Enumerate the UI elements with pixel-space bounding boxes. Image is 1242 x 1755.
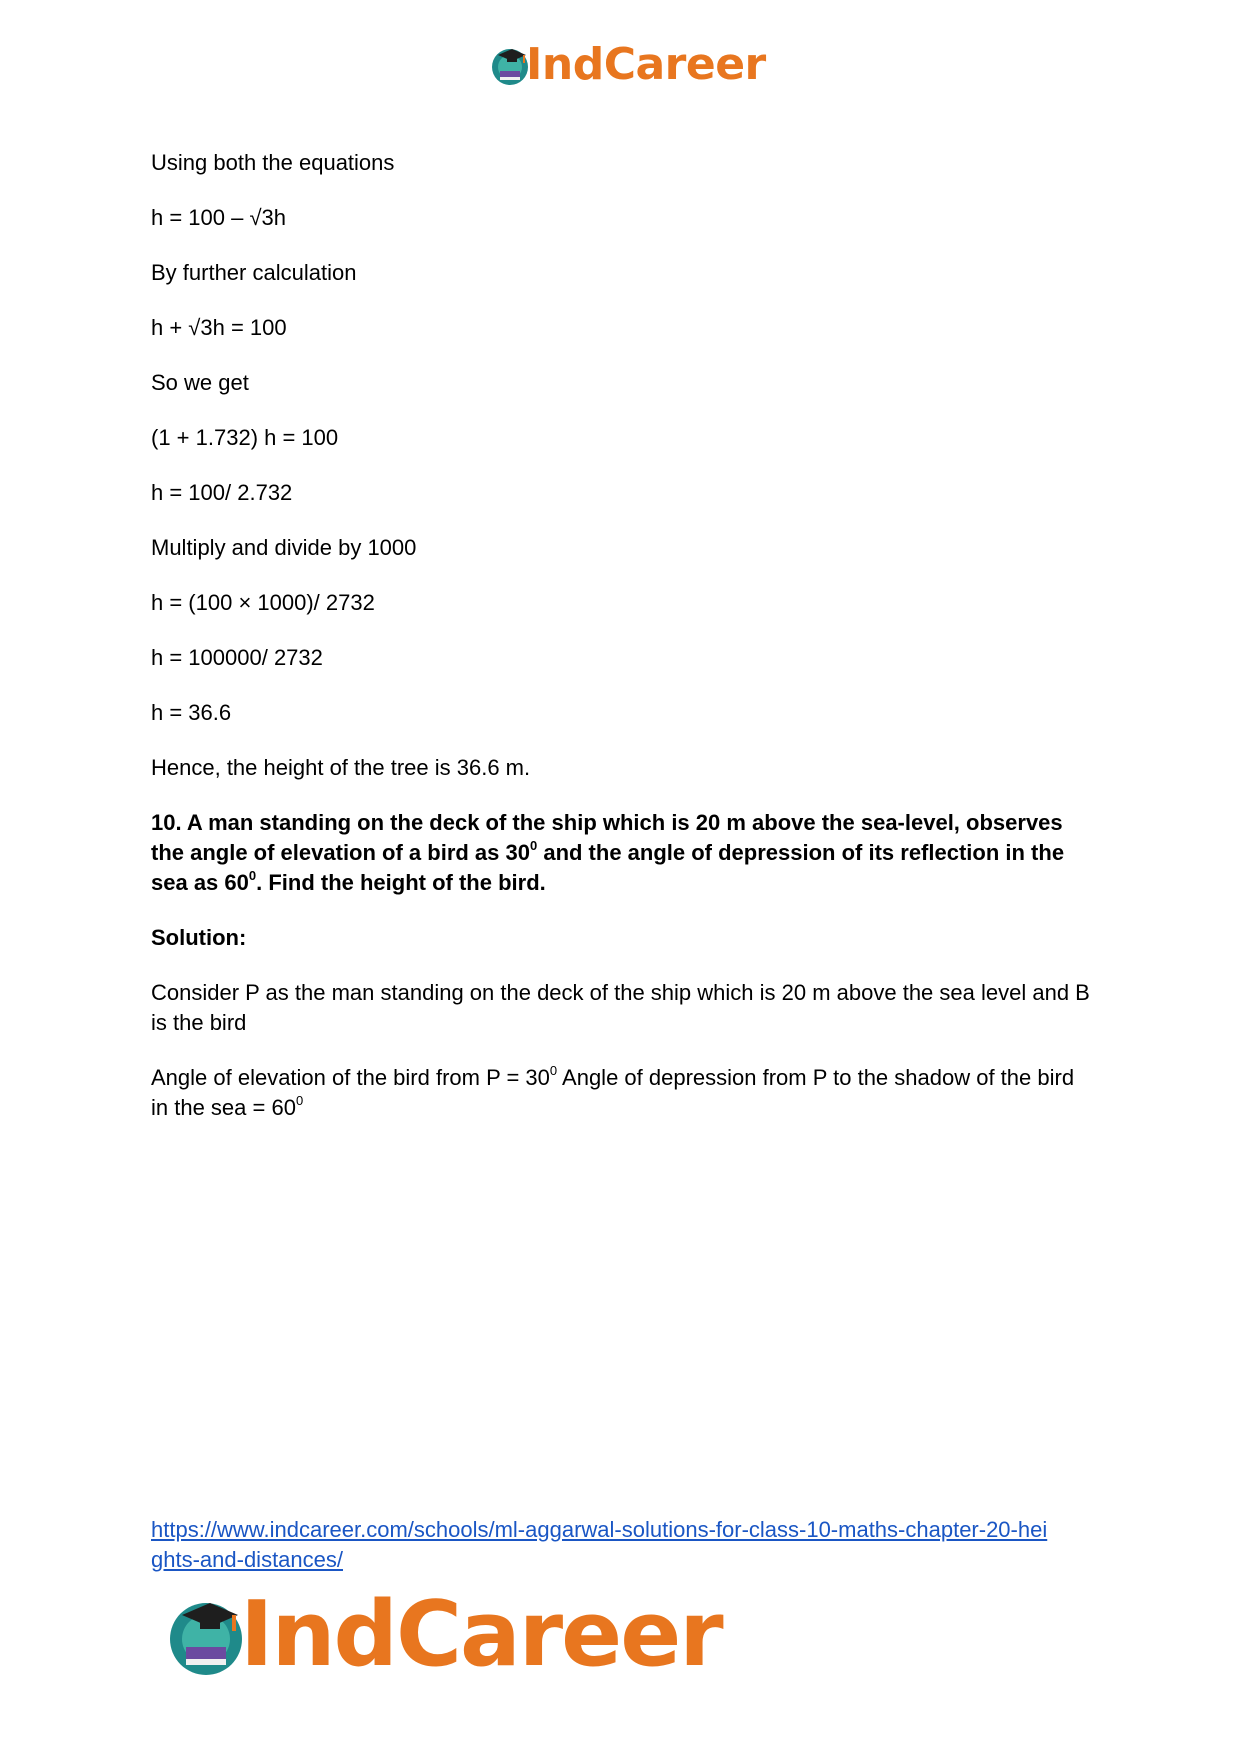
graduation-cap-globe-icon <box>162 1591 250 1679</box>
equation-line: h + √3h = 100 <box>151 315 287 340</box>
equation-line: h = 100/ 2.732 <box>151 480 293 505</box>
equation-line: h = 100000/ 2732 <box>151 645 323 670</box>
conclusion-text: Hence, the height of the tree is 36.6 m. <box>151 755 531 780</box>
header-logo-text: IndCareer <box>526 39 766 90</box>
document-body <box>151 148 1091 1148</box>
source-link[interactable]: https://www.indcareer.com/schools/ml-aggarwal-solutions-for-class-10-maths-chapter-20-hei ghts-and-distances/ <box>151 1517 1048 1572</box>
equation-line: h = 100 – √3h <box>151 205 287 230</box>
equation-line: (1 + 1.732) h = 100 <box>151 425 339 450</box>
text-paragraph: Multiply and divide by 1000 <box>151 535 417 560</box>
text-paragraph: Using both the equations <box>151 150 395 175</box>
solution-angles-text: Angle of elevation of the bird from $P = 30^0$ Angle of depression from P to the shadow of the bird in the sea = $60^0$ <box>151 1062 1075 1120</box>
text-paragraph: So we get <box>151 370 249 395</box>
equation-line: h = (100 × 1000)/ 2732 <box>151 590 375 615</box>
solution-text: Consider P as the man standing on the deck of the ship which is 20 m above the sea level and B is the bird <box>151 980 1090 1035</box>
equation-line: h = 36.6 <box>151 700 232 725</box>
footer-logo-text: IndCareer <box>240 1582 722 1687</box>
header-logo <box>488 40 766 90</box>
footer-logo <box>162 1582 722 1687</box>
solution-label: Solution: <box>151 925 247 950</box>
source-link-block <box>151 1515 1111 1575</box>
text-paragraph: By further calculation <box>151 260 357 285</box>
question-10: 10. A man standing on the deck of the ship which is 20 m above the sea-level, observes the angle of elevation of a bird as $30^0$ and the angle of depression of its reflection in the sea as $60^0$. Find the height of the bird. <box>151 810 1065 895</box>
